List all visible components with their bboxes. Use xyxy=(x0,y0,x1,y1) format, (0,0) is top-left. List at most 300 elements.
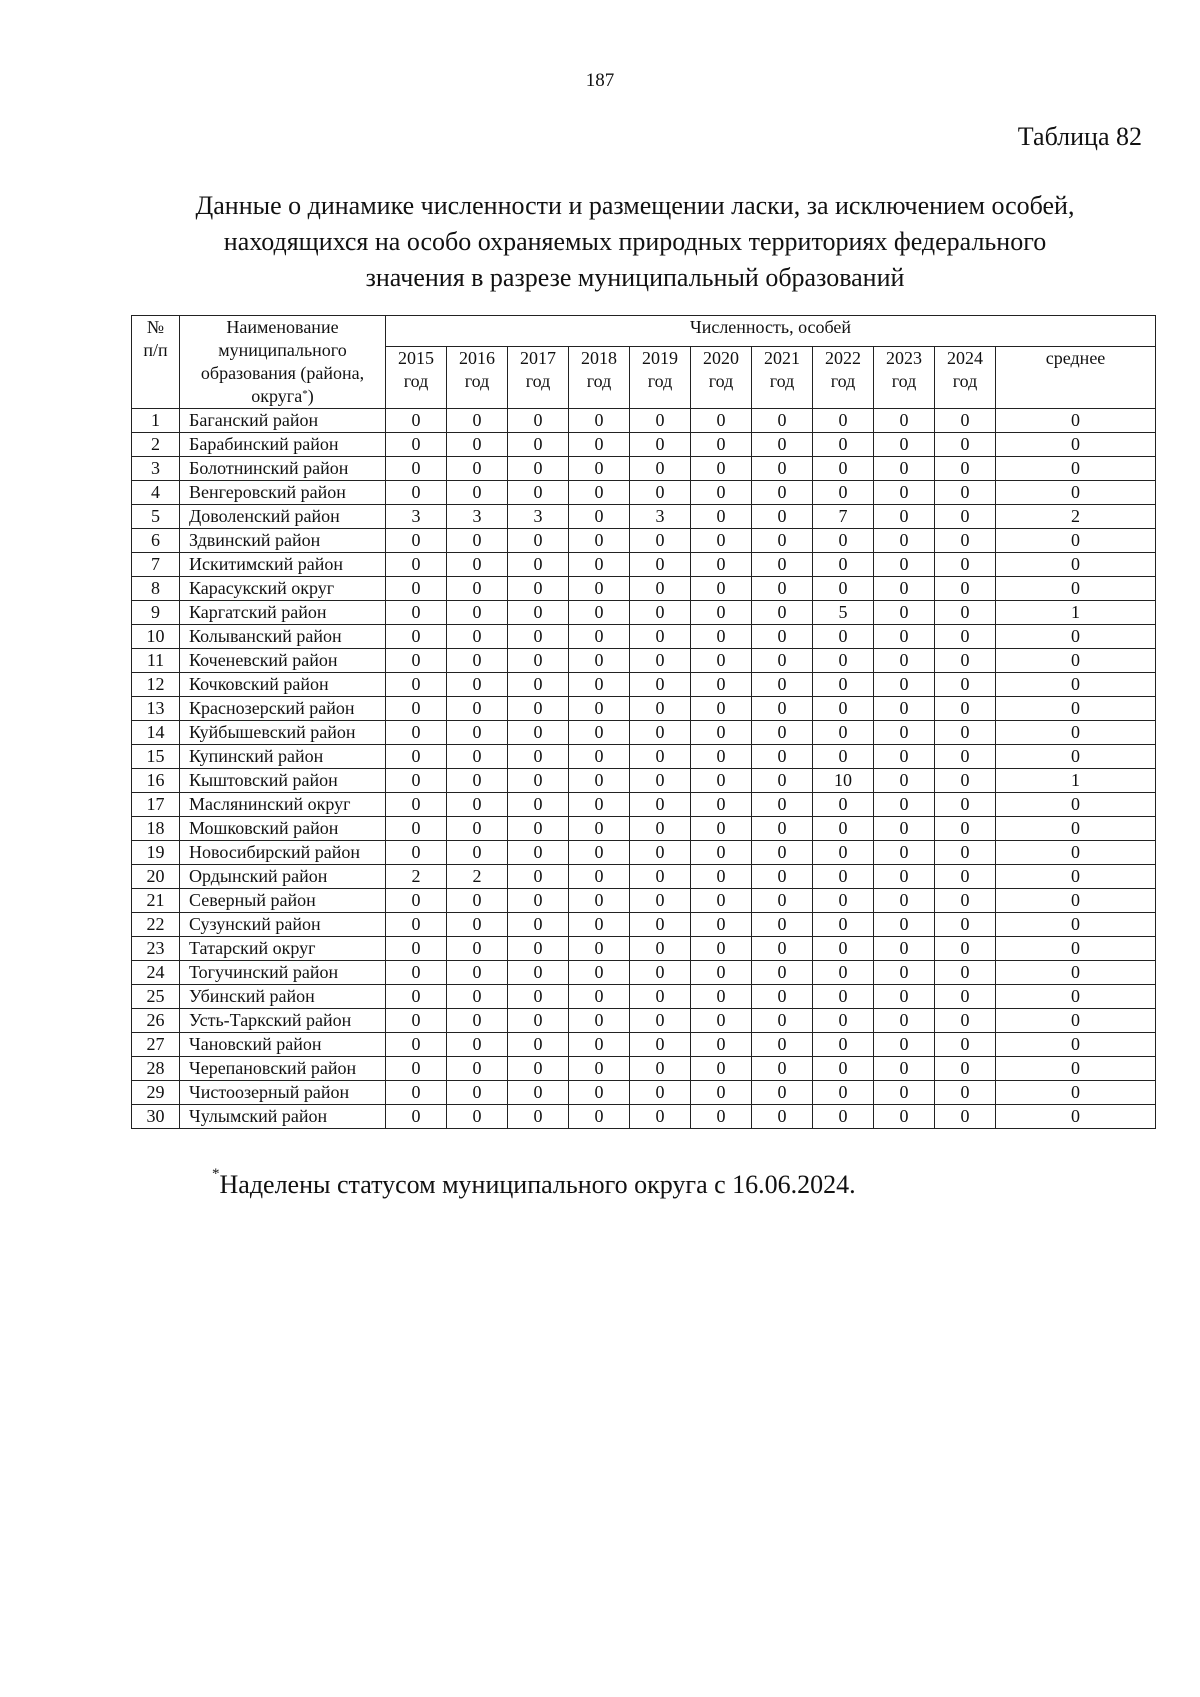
row-year-value: 0 xyxy=(386,481,447,505)
row-year-value: 0 xyxy=(569,697,630,721)
header-number-line1: № xyxy=(146,317,165,337)
row-year-value: 0 xyxy=(447,529,508,553)
row-number: 3 xyxy=(132,457,180,481)
row-year-value: 0 xyxy=(874,673,935,697)
row-year-value: 0 xyxy=(386,529,447,553)
row-year-value: 0 xyxy=(691,673,752,697)
row-average-value: 0 xyxy=(996,457,1156,481)
table-row xyxy=(132,529,1156,553)
row-year-value: 0 xyxy=(630,769,691,793)
row-year-value: 0 xyxy=(447,841,508,865)
row-year-value: 0 xyxy=(508,649,569,673)
row-year-value: 0 xyxy=(935,1105,996,1129)
row-year-value: 0 xyxy=(752,841,813,865)
row-year-value: 0 xyxy=(874,457,935,481)
row-year-value: 0 xyxy=(630,889,691,913)
row-year-value: 0 xyxy=(386,769,447,793)
header-year xyxy=(935,347,996,409)
row-year-value: 0 xyxy=(630,865,691,889)
row-number: 15 xyxy=(132,745,180,769)
row-year-value: 0 xyxy=(813,577,874,601)
table-row xyxy=(132,961,1156,985)
row-year-value: 0 xyxy=(447,409,508,433)
header-number xyxy=(132,316,180,409)
row-year-value: 0 xyxy=(630,793,691,817)
row-year-value: 0 xyxy=(569,769,630,793)
table-body xyxy=(132,409,1156,1129)
row-year-value: 0 xyxy=(691,985,752,1009)
row-number: 28 xyxy=(132,1057,180,1081)
row-year-value: 0 xyxy=(691,817,752,841)
table-row xyxy=(132,481,1156,505)
row-year-value: 0 xyxy=(691,1081,752,1105)
row-number: 8 xyxy=(132,577,180,601)
row-average-value: 2 xyxy=(996,505,1156,529)
table-row xyxy=(132,457,1156,481)
row-district-name: Татарский округ xyxy=(180,937,386,961)
row-year-value: 0 xyxy=(630,481,691,505)
footnote-mark: * xyxy=(212,1166,220,1182)
row-year-value: 0 xyxy=(447,745,508,769)
row-year-value: 0 xyxy=(508,817,569,841)
row-year-value: 0 xyxy=(752,937,813,961)
row-year-value: 0 xyxy=(935,553,996,577)
row-average-value: 0 xyxy=(996,793,1156,817)
row-district-name: Куйбышевский район xyxy=(180,721,386,745)
row-year-value: 0 xyxy=(874,841,935,865)
row-year-value: 3 xyxy=(630,505,691,529)
row-number: 27 xyxy=(132,1033,180,1057)
row-year-value: 0 xyxy=(508,1033,569,1057)
header-name-mark: * xyxy=(302,388,308,400)
row-average-value: 1 xyxy=(996,601,1156,625)
row-year-value: 0 xyxy=(691,505,752,529)
row-average-value: 0 xyxy=(996,721,1156,745)
row-year-value: 0 xyxy=(569,433,630,457)
row-average-value: 0 xyxy=(996,553,1156,577)
row-average-value: 0 xyxy=(996,985,1156,1009)
row-year-value: 0 xyxy=(874,865,935,889)
row-district-name: Чистоозерный район xyxy=(180,1081,386,1105)
row-year-value: 0 xyxy=(691,889,752,913)
table-row xyxy=(132,793,1156,817)
row-year-value: 0 xyxy=(386,1033,447,1057)
row-year-value: 0 xyxy=(874,409,935,433)
row-year-value: 0 xyxy=(569,745,630,769)
table-row xyxy=(132,553,1156,577)
row-year-value: 2 xyxy=(386,865,447,889)
table-row xyxy=(132,745,1156,769)
row-year-value: 0 xyxy=(874,601,935,625)
row-year-value: 0 xyxy=(691,481,752,505)
row-district-name: Карасукский округ xyxy=(180,577,386,601)
row-year-value: 0 xyxy=(386,649,447,673)
row-year-value: 0 xyxy=(386,409,447,433)
row-year-value: 0 xyxy=(569,505,630,529)
header-year-suffix: год xyxy=(464,371,490,392)
row-year-value: 0 xyxy=(569,577,630,601)
row-year-value: 0 xyxy=(386,721,447,745)
table-row xyxy=(132,769,1156,793)
header-year xyxy=(874,347,935,409)
row-year-value: 0 xyxy=(630,1033,691,1057)
row-year-value: 0 xyxy=(447,553,508,577)
header-year xyxy=(386,347,447,409)
row-year-value: 0 xyxy=(874,913,935,937)
table-row xyxy=(132,1081,1156,1105)
row-year-value: 0 xyxy=(813,1105,874,1129)
row-year-value: 0 xyxy=(508,745,569,769)
row-year-value: 0 xyxy=(691,1057,752,1081)
row-average-value: 0 xyxy=(996,745,1156,769)
row-year-value: 0 xyxy=(874,769,935,793)
row-year-value: 0 xyxy=(386,841,447,865)
row-district-name: Колыванский район xyxy=(180,625,386,649)
row-year-value: 0 xyxy=(447,1009,508,1033)
row-year-value: 0 xyxy=(447,625,508,649)
row-number: 22 xyxy=(132,913,180,937)
header-year-suffix: год xyxy=(891,371,917,392)
row-year-value: 0 xyxy=(752,457,813,481)
row-year-value: 0 xyxy=(752,481,813,505)
row-year-value: 0 xyxy=(752,697,813,721)
row-number: 12 xyxy=(132,673,180,697)
row-year-value: 0 xyxy=(630,721,691,745)
row-year-value: 0 xyxy=(447,985,508,1009)
row-year-value: 0 xyxy=(508,697,569,721)
row-year-value: 0 xyxy=(752,673,813,697)
row-average-value: 0 xyxy=(996,817,1156,841)
row-average-value: 0 xyxy=(996,1105,1156,1129)
row-number: 11 xyxy=(132,649,180,673)
row-number: 1 xyxy=(132,409,180,433)
row-number: 24 xyxy=(132,961,180,985)
row-year-value: 0 xyxy=(935,505,996,529)
table-label: Таблица 82 xyxy=(1017,122,1142,151)
row-number: 14 xyxy=(132,721,180,745)
row-average-value: 0 xyxy=(996,577,1156,601)
row-year-value: 0 xyxy=(447,937,508,961)
header-year-value: 2024 xyxy=(947,348,983,369)
row-year-value: 0 xyxy=(508,577,569,601)
header-year xyxy=(508,347,569,409)
row-year-value: 0 xyxy=(386,433,447,457)
row-year-value: 0 xyxy=(569,1009,630,1033)
header-year xyxy=(813,347,874,409)
row-year-value: 0 xyxy=(813,1057,874,1081)
row-year-value: 0 xyxy=(630,1009,691,1033)
row-average-value: 0 xyxy=(996,937,1156,961)
row-year-value: 0 xyxy=(569,625,630,649)
row-year-value: 0 xyxy=(874,793,935,817)
row-year-value: 0 xyxy=(386,817,447,841)
row-year-value: 0 xyxy=(874,1105,935,1129)
row-year-value: 0 xyxy=(630,433,691,457)
row-year-value: 0 xyxy=(386,1009,447,1033)
row-year-value: 0 xyxy=(569,601,630,625)
row-year-value: 0 xyxy=(752,1105,813,1129)
page-number: 187 xyxy=(585,70,615,91)
row-district-name: Каргатский район xyxy=(180,601,386,625)
header-year-suffix: год xyxy=(830,371,856,392)
row-year-value: 0 xyxy=(630,1081,691,1105)
row-year-value: 0 xyxy=(874,889,935,913)
row-year-value: 0 xyxy=(508,793,569,817)
row-year-value: 0 xyxy=(813,817,874,841)
row-year-value: 7 xyxy=(813,505,874,529)
row-year-value: 0 xyxy=(569,529,630,553)
row-year-value: 0 xyxy=(935,1057,996,1081)
row-district-name: Чулымский район xyxy=(180,1105,386,1129)
row-average-value: 0 xyxy=(996,409,1156,433)
row-district-name: Барабинский район xyxy=(180,433,386,457)
row-year-value: 0 xyxy=(630,1057,691,1081)
row-year-value: 0 xyxy=(813,457,874,481)
row-year-value: 0 xyxy=(447,481,508,505)
row-year-value: 0 xyxy=(691,1009,752,1033)
row-year-value: 3 xyxy=(386,505,447,529)
row-year-value: 0 xyxy=(508,529,569,553)
row-year-value: 0 xyxy=(508,481,569,505)
row-district-name: Кыштовский район xyxy=(180,769,386,793)
row-year-value: 0 xyxy=(569,841,630,865)
row-year-value: 0 xyxy=(813,529,874,553)
row-year-value: 0 xyxy=(630,817,691,841)
footnote-text: Наделены статусом муниципального округа с 16.06.2024. xyxy=(219,1170,856,1199)
row-year-value: 0 xyxy=(813,865,874,889)
row-year-value: 0 xyxy=(447,1081,508,1105)
row-year-value: 0 xyxy=(752,769,813,793)
row-year-value: 0 xyxy=(691,745,752,769)
table-row xyxy=(132,721,1156,745)
header-year-value: 2017 xyxy=(520,348,556,369)
row-year-value: 0 xyxy=(569,1105,630,1129)
row-year-value: 0 xyxy=(569,913,630,937)
row-year-value: 0 xyxy=(691,793,752,817)
row-district-name: Мошковский район xyxy=(180,817,386,841)
row-year-value: 0 xyxy=(386,889,447,913)
row-district-name: Ордынский район xyxy=(180,865,386,889)
population-table xyxy=(131,315,1156,1129)
row-average-value: 0 xyxy=(996,961,1156,985)
header-year-suffix: год xyxy=(769,371,795,392)
row-year-value: 0 xyxy=(630,913,691,937)
row-year-value: 0 xyxy=(630,1105,691,1129)
row-year-value: 0 xyxy=(691,577,752,601)
row-year-value: 0 xyxy=(935,721,996,745)
row-year-value: 0 xyxy=(813,1033,874,1057)
row-year-value: 0 xyxy=(691,961,752,985)
row-year-value: 0 xyxy=(447,1033,508,1057)
row-district-name: Новосибирский район xyxy=(180,841,386,865)
header-year-suffix: год xyxy=(647,371,673,392)
row-district-name: Искитимский район xyxy=(180,553,386,577)
row-district-name: Усть-Таркский район xyxy=(180,1009,386,1033)
row-year-value: 0 xyxy=(935,433,996,457)
row-year-value: 0 xyxy=(935,817,996,841)
row-number: 4 xyxy=(132,481,180,505)
row-year-value: 0 xyxy=(874,937,935,961)
row-district-name: Маслянинский округ xyxy=(180,793,386,817)
row-year-value: 0 xyxy=(386,1057,447,1081)
row-year-value: 0 xyxy=(691,913,752,937)
row-year-value: 0 xyxy=(386,745,447,769)
row-year-value: 0 xyxy=(386,625,447,649)
row-year-value: 0 xyxy=(813,889,874,913)
row-year-value: 0 xyxy=(386,913,447,937)
row-year-value: 0 xyxy=(752,817,813,841)
row-year-value: 0 xyxy=(569,985,630,1009)
row-average-value: 0 xyxy=(996,697,1156,721)
row-year-value: 0 xyxy=(935,409,996,433)
row-year-value: 0 xyxy=(935,1081,996,1105)
header-year xyxy=(752,347,813,409)
table-row xyxy=(132,577,1156,601)
row-year-value: 0 xyxy=(447,817,508,841)
row-year-value: 0 xyxy=(386,697,447,721)
row-year-value: 0 xyxy=(691,553,752,577)
table-row xyxy=(132,817,1156,841)
row-district-name: Коченевский район xyxy=(180,649,386,673)
header-name-text: Наименование муниципального образования (района, округа xyxy=(200,317,365,406)
row-year-value: 3 xyxy=(508,505,569,529)
document-title xyxy=(130,188,1140,296)
row-year-value: 0 xyxy=(569,673,630,697)
row-district-name: Краснозерский район xyxy=(180,697,386,721)
row-year-value: 0 xyxy=(813,553,874,577)
row-year-value: 0 xyxy=(813,625,874,649)
row-district-name: Кочковский район xyxy=(180,673,386,697)
row-year-value: 0 xyxy=(508,1057,569,1081)
row-year-value: 0 xyxy=(813,481,874,505)
row-year-value: 0 xyxy=(386,673,447,697)
header-year-suffix: год xyxy=(586,371,612,392)
row-year-value: 0 xyxy=(874,817,935,841)
row-number: 6 xyxy=(132,529,180,553)
row-year-value: 0 xyxy=(935,913,996,937)
row-year-value: 0 xyxy=(447,649,508,673)
row-year-value: 0 xyxy=(386,457,447,481)
row-number: 9 xyxy=(132,601,180,625)
row-number: 21 xyxy=(132,889,180,913)
row-year-value: 0 xyxy=(813,721,874,745)
table-row xyxy=(132,409,1156,433)
row-year-value: 0 xyxy=(691,937,752,961)
header-year xyxy=(630,347,691,409)
row-year-value: 0 xyxy=(630,745,691,769)
row-year-value: 0 xyxy=(569,481,630,505)
row-year-value: 0 xyxy=(935,649,996,673)
row-year-value: 0 xyxy=(386,793,447,817)
header-year xyxy=(691,347,752,409)
row-year-value: 0 xyxy=(508,601,569,625)
header-group: Численность, особей xyxy=(386,316,1156,347)
row-year-value: 0 xyxy=(569,1081,630,1105)
row-year-value: 0 xyxy=(752,649,813,673)
row-year-value: 0 xyxy=(508,457,569,481)
row-year-value: 0 xyxy=(569,1033,630,1057)
row-year-value: 0 xyxy=(935,697,996,721)
row-year-value: 0 xyxy=(691,457,752,481)
row-year-value: 0 xyxy=(752,985,813,1009)
row-year-value: 0 xyxy=(813,961,874,985)
row-year-value: 0 xyxy=(935,745,996,769)
row-year-value: 0 xyxy=(569,793,630,817)
row-district-name: Здвинский район xyxy=(180,529,386,553)
row-year-value: 0 xyxy=(813,913,874,937)
row-year-value: 0 xyxy=(386,601,447,625)
row-year-value: 0 xyxy=(386,937,447,961)
row-average-value: 0 xyxy=(996,865,1156,889)
row-year-value: 0 xyxy=(691,1105,752,1129)
table-row xyxy=(132,937,1156,961)
row-year-value: 0 xyxy=(813,937,874,961)
row-year-value: 0 xyxy=(447,961,508,985)
row-year-value: 0 xyxy=(813,985,874,1009)
row-year-value: 0 xyxy=(752,1081,813,1105)
row-average-value: 0 xyxy=(996,433,1156,457)
row-year-value: 0 xyxy=(752,793,813,817)
row-average-value: 0 xyxy=(996,841,1156,865)
row-average-value: 0 xyxy=(996,1057,1156,1081)
row-number: 13 xyxy=(132,697,180,721)
row-average-value: 0 xyxy=(996,481,1156,505)
row-year-value: 0 xyxy=(569,961,630,985)
row-year-value: 0 xyxy=(813,1009,874,1033)
row-district-name: Венгеровский район xyxy=(180,481,386,505)
header-average: среднее xyxy=(996,347,1156,409)
row-year-value: 0 xyxy=(752,1057,813,1081)
row-year-value: 0 xyxy=(752,601,813,625)
row-year-value: 0 xyxy=(874,481,935,505)
table-row xyxy=(132,649,1156,673)
row-year-value: 0 xyxy=(691,601,752,625)
row-year-value: 0 xyxy=(874,577,935,601)
row-year-value: 0 xyxy=(447,769,508,793)
row-year-value: 0 xyxy=(874,505,935,529)
row-year-value: 0 xyxy=(874,1009,935,1033)
row-year-value: 0 xyxy=(508,625,569,649)
row-year-value: 0 xyxy=(447,913,508,937)
row-year-value: 0 xyxy=(752,913,813,937)
row-year-value: 0 xyxy=(630,409,691,433)
footnote xyxy=(212,1166,856,1200)
header-year-suffix: год xyxy=(952,371,978,392)
row-year-value: 0 xyxy=(935,793,996,817)
row-year-value: 0 xyxy=(447,1105,508,1129)
row-year-value: 0 xyxy=(691,721,752,745)
row-year-value: 0 xyxy=(752,529,813,553)
row-number: 10 xyxy=(132,625,180,649)
row-year-value: 0 xyxy=(935,937,996,961)
row-district-name: Баганский район xyxy=(180,409,386,433)
row-year-value: 0 xyxy=(874,553,935,577)
row-year-value: 0 xyxy=(874,721,935,745)
row-year-value: 0 xyxy=(813,697,874,721)
row-average-value: 0 xyxy=(996,625,1156,649)
row-number: 29 xyxy=(132,1081,180,1105)
row-year-value: 0 xyxy=(935,601,996,625)
row-year-value: 0 xyxy=(935,841,996,865)
row-year-value: 0 xyxy=(508,1105,569,1129)
row-year-value: 0 xyxy=(874,529,935,553)
row-number: 30 xyxy=(132,1105,180,1129)
row-year-value: 0 xyxy=(447,1057,508,1081)
row-year-value: 0 xyxy=(447,889,508,913)
row-year-value: 0 xyxy=(935,1033,996,1057)
row-year-value: 0 xyxy=(752,625,813,649)
table-row xyxy=(132,889,1156,913)
